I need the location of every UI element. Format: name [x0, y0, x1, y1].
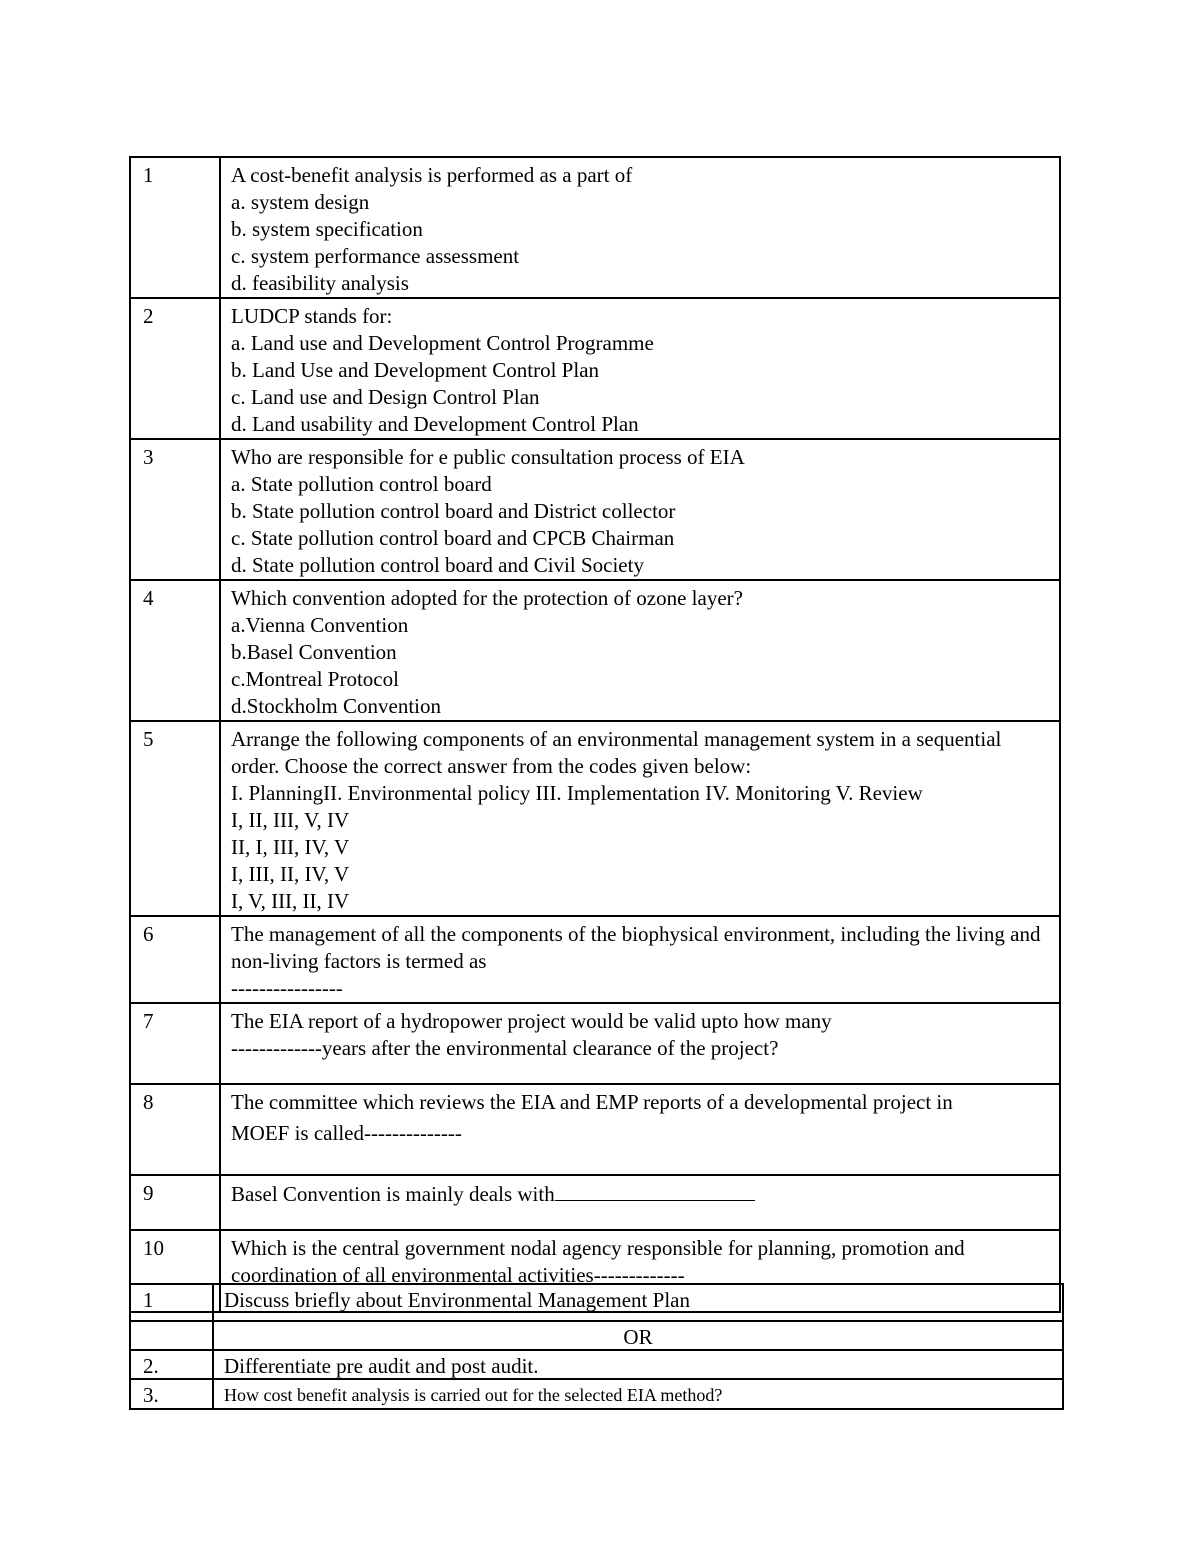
option-statement: I. PlanningII. Environmental policy III. Implementation IV. Monitoring V. Review	[231, 781, 923, 805]
option-a: I, II, III, V, IV	[231, 808, 350, 832]
or-label: OR	[213, 1321, 1063, 1350]
table-row	[130, 1321, 1063, 1350]
question-number: 9	[130, 1175, 220, 1230]
option-c: c.Montreal Protocol	[231, 667, 399, 691]
question-number: 1	[130, 157, 220, 298]
question-number: 4	[130, 580, 220, 721]
option-a: a.Vienna Convention	[231, 613, 409, 637]
option-b: II, I, III, IV, V	[231, 835, 350, 859]
question-cell	[220, 157, 1060, 298]
question-number: 1	[130, 1284, 213, 1321]
table-row	[130, 1084, 1060, 1175]
table-row	[130, 721, 1060, 916]
table-row	[130, 1379, 1063, 1409]
table-row	[130, 916, 1060, 1003]
option-c: c. State pollution control board and CPCB Chairman	[231, 526, 675, 550]
descriptive-questions-table	[129, 1283, 1064, 1410]
question-cell	[220, 721, 1060, 916]
question-text: The EIA report of a hydropower project would be valid upto how many	[231, 1009, 832, 1033]
table-row	[130, 157, 1060, 298]
option-b: b. State pollution control board and District collector	[231, 499, 676, 523]
question-text: Basel Convention is mainly deals with	[231, 1182, 555, 1206]
option-d: d.Stockholm Convention	[231, 694, 441, 718]
question-text: Who are responsible for e public consultation process of EIA	[231, 445, 745, 469]
option-a: a. State pollution control board	[231, 472, 492, 496]
answer-blank: ----------------	[231, 976, 343, 1000]
option-a: a. system design	[231, 190, 370, 214]
objective-questions-table	[129, 156, 1061, 1313]
question-cell	[220, 916, 1060, 1003]
option-b: b. system specification	[231, 217, 423, 241]
answer-blank-line	[555, 1180, 755, 1201]
question-text: How cost benefit analysis is carried out for the selected EIA method?	[213, 1379, 1063, 1409]
table-row	[130, 1350, 1063, 1379]
question-continuation: -------------years after the environmental clearance of the project?	[231, 1036, 779, 1060]
table-row	[130, 439, 1060, 580]
question-number: 3	[130, 439, 220, 580]
option-c: I, III, II, IV, V	[231, 862, 350, 886]
question-number: 8	[130, 1084, 220, 1175]
option-b: b. Land Use and Development Control Plan	[231, 358, 600, 382]
table-row	[130, 1175, 1060, 1230]
question-number: 6	[130, 916, 220, 1003]
table-row	[130, 580, 1060, 721]
option-c: c. system performance assessment	[231, 244, 520, 268]
question-text: Discuss briefly about Environmental Management Plan	[213, 1284, 1063, 1321]
table-row	[130, 1003, 1060, 1084]
question-cell	[220, 1175, 1060, 1230]
question-cell	[220, 439, 1060, 580]
option-d: d. State pollution control board and Civil Society	[231, 553, 644, 577]
empty-cell	[130, 1321, 213, 1350]
question-text: LUDCP stands for:	[231, 304, 393, 328]
question-text: Which convention adopted for the protection of ozone layer?	[231, 586, 743, 610]
question-number: 2	[130, 298, 220, 439]
option-d: d. feasibility analysis	[231, 271, 409, 295]
question-number: 2.	[130, 1350, 213, 1379]
option-d: d. Land usability and Development Control Plan	[231, 412, 639, 436]
question-text: Differentiate pre audit and post audit.	[213, 1350, 1063, 1379]
question-text: Which is the central government nodal agency responsible for planning, promotion and coordination of all environmental activities-------------	[231, 1236, 965, 1287]
question-text: A cost-benefit analysis is performed as a part of	[231, 163, 633, 187]
question-cell	[220, 298, 1060, 439]
question-number: 10	[130, 1230, 220, 1312]
option-d: I, V, III, II, IV	[231, 889, 350, 913]
table-row	[130, 298, 1060, 439]
option-b: b.Basel Convention	[231, 640, 397, 664]
option-c: c. Land use and Design Control Plan	[231, 385, 540, 409]
question-number: 5	[130, 721, 220, 916]
option-a: a. Land use and Development Control Programme	[231, 331, 654, 355]
question-text: The committee which reviews the EIA and EMP reports of a developmental project in	[231, 1090, 953, 1114]
table-row	[130, 1284, 1063, 1321]
question-number: 7	[130, 1003, 220, 1084]
question-cell	[220, 580, 1060, 721]
question-text: Arrange the following components of an environmental management system in a sequential order. Choose the correct answer from the codes given below:	[231, 727, 1002, 778]
question-cell	[220, 1003, 1060, 1084]
question-text: The management of all the components of the biophysical environment, including the living and non-living factors is termed as	[231, 922, 1041, 973]
question-continuation: MOEF is called--------------	[231, 1121, 462, 1145]
question-number: 3.	[130, 1379, 213, 1409]
question-cell	[220, 1084, 1060, 1175]
